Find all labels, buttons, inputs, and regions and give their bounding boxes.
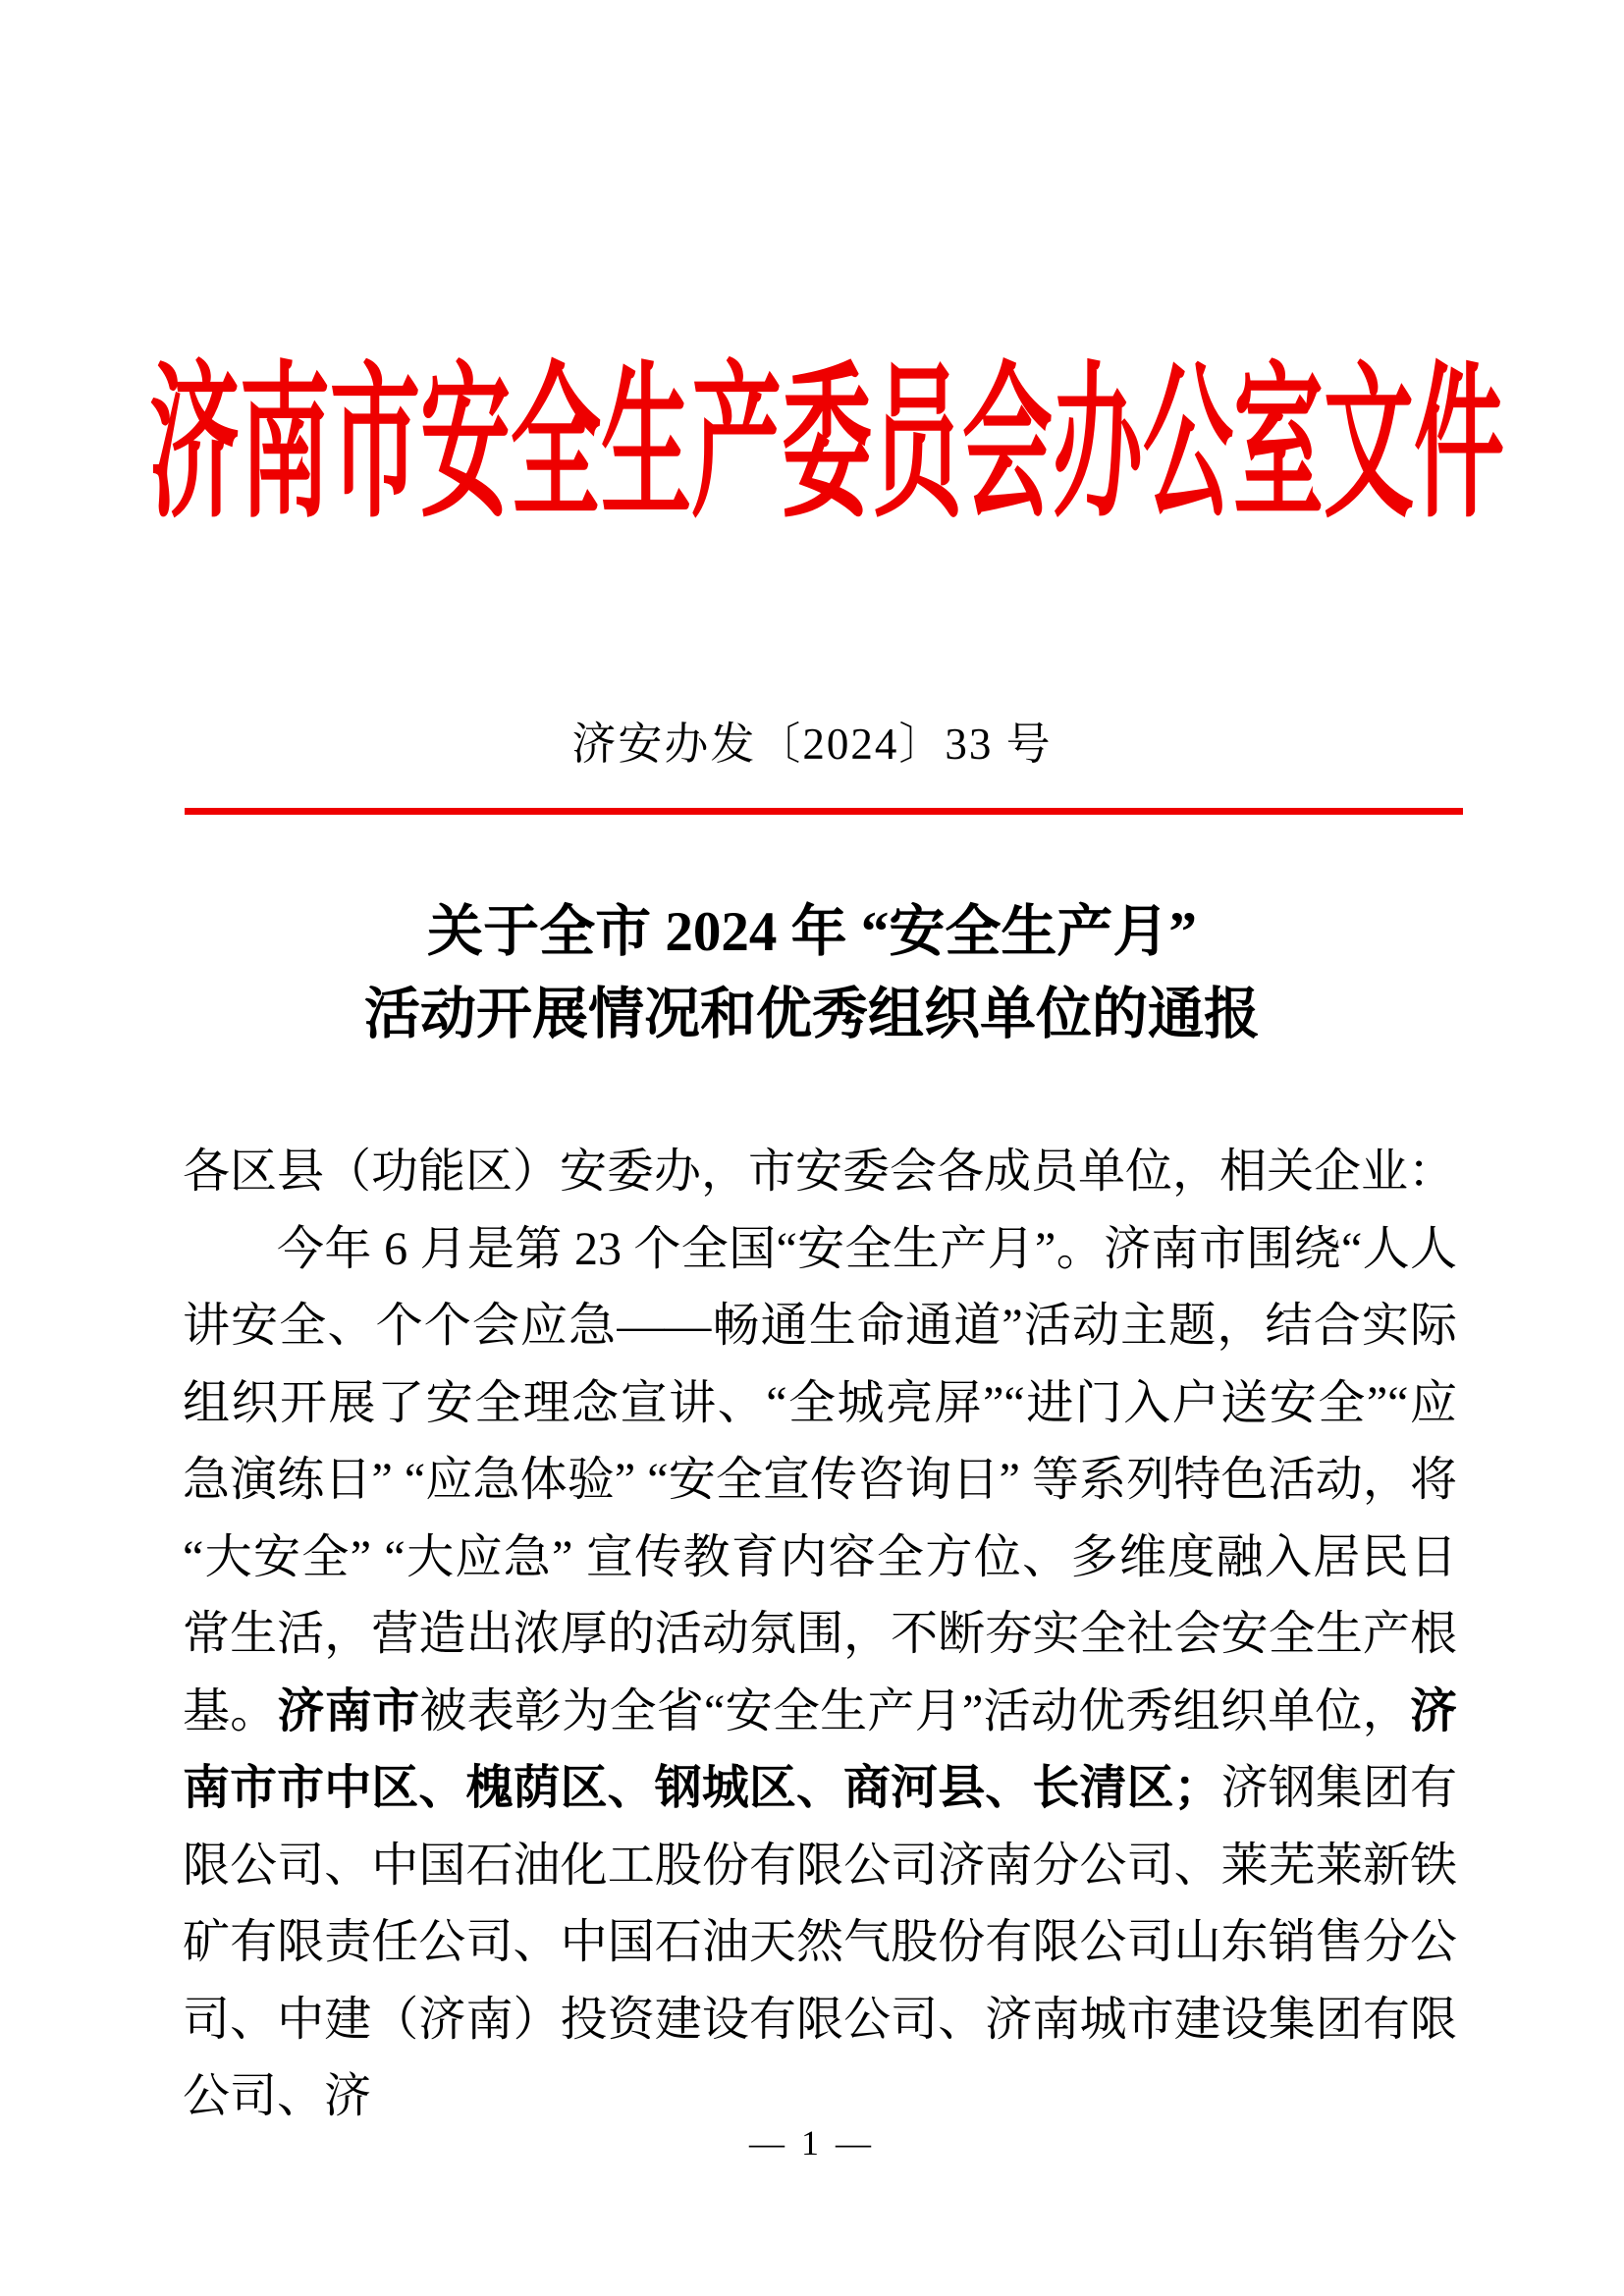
body-paragraph: 今年 6 月是第 23 个全国“安全生产月”。济南市围绕“人人讲安全、个个会应急——畅通生命通道”活动主题，结合实际组织开展了安全理念宣讲、“全城亮屏”“进门入户送安全”“应急演练日” “应急体验” “安全宣传咨询日” 等系列特色活动，将 “大安全” “大应急” 宣传教育内容全方位、多维度融入居民日常生活，营造出浓厚的活动氛围，不断夯实全社会安全生产根基。济南市被表彰为全省“安全生产月”活动优秀组织单位，济南市市中区、槐荫区、钢城区、商河县、长清区；济钢集团有限公司、中国石油化工股份有限公司济南分公司、莱芜莱新铁矿有限责任公司、中国石油天然气股份有限公司山东销售分公司、中建（济南）投资建设有限公司、济南城市建设集团有限公司、济 <box>183 1222 1457 2122</box>
red-divider-line <box>185 808 1463 815</box>
page-number: — 1 — <box>749 2123 875 2163</box>
agency-banner-title: 济南市安全生产委员会办公室文件 <box>149 351 1505 538</box>
document-title-line1: 关于全市 2024 年 “安全生产月” <box>427 901 1197 963</box>
salutation-line: 各区县（功能区）安委办，市安委会各成员单位，相关企业： <box>183 1146 1456 1198</box>
document-title-line2: 活动开展情况和优秀组织单位的通报 <box>364 984 1260 1045</box>
document-title <box>0 891 1624 1056</box>
document-body <box>183 1134 1457 2136</box>
document-number: 济安办发〔2024〕33 号 <box>571 720 1053 769</box>
